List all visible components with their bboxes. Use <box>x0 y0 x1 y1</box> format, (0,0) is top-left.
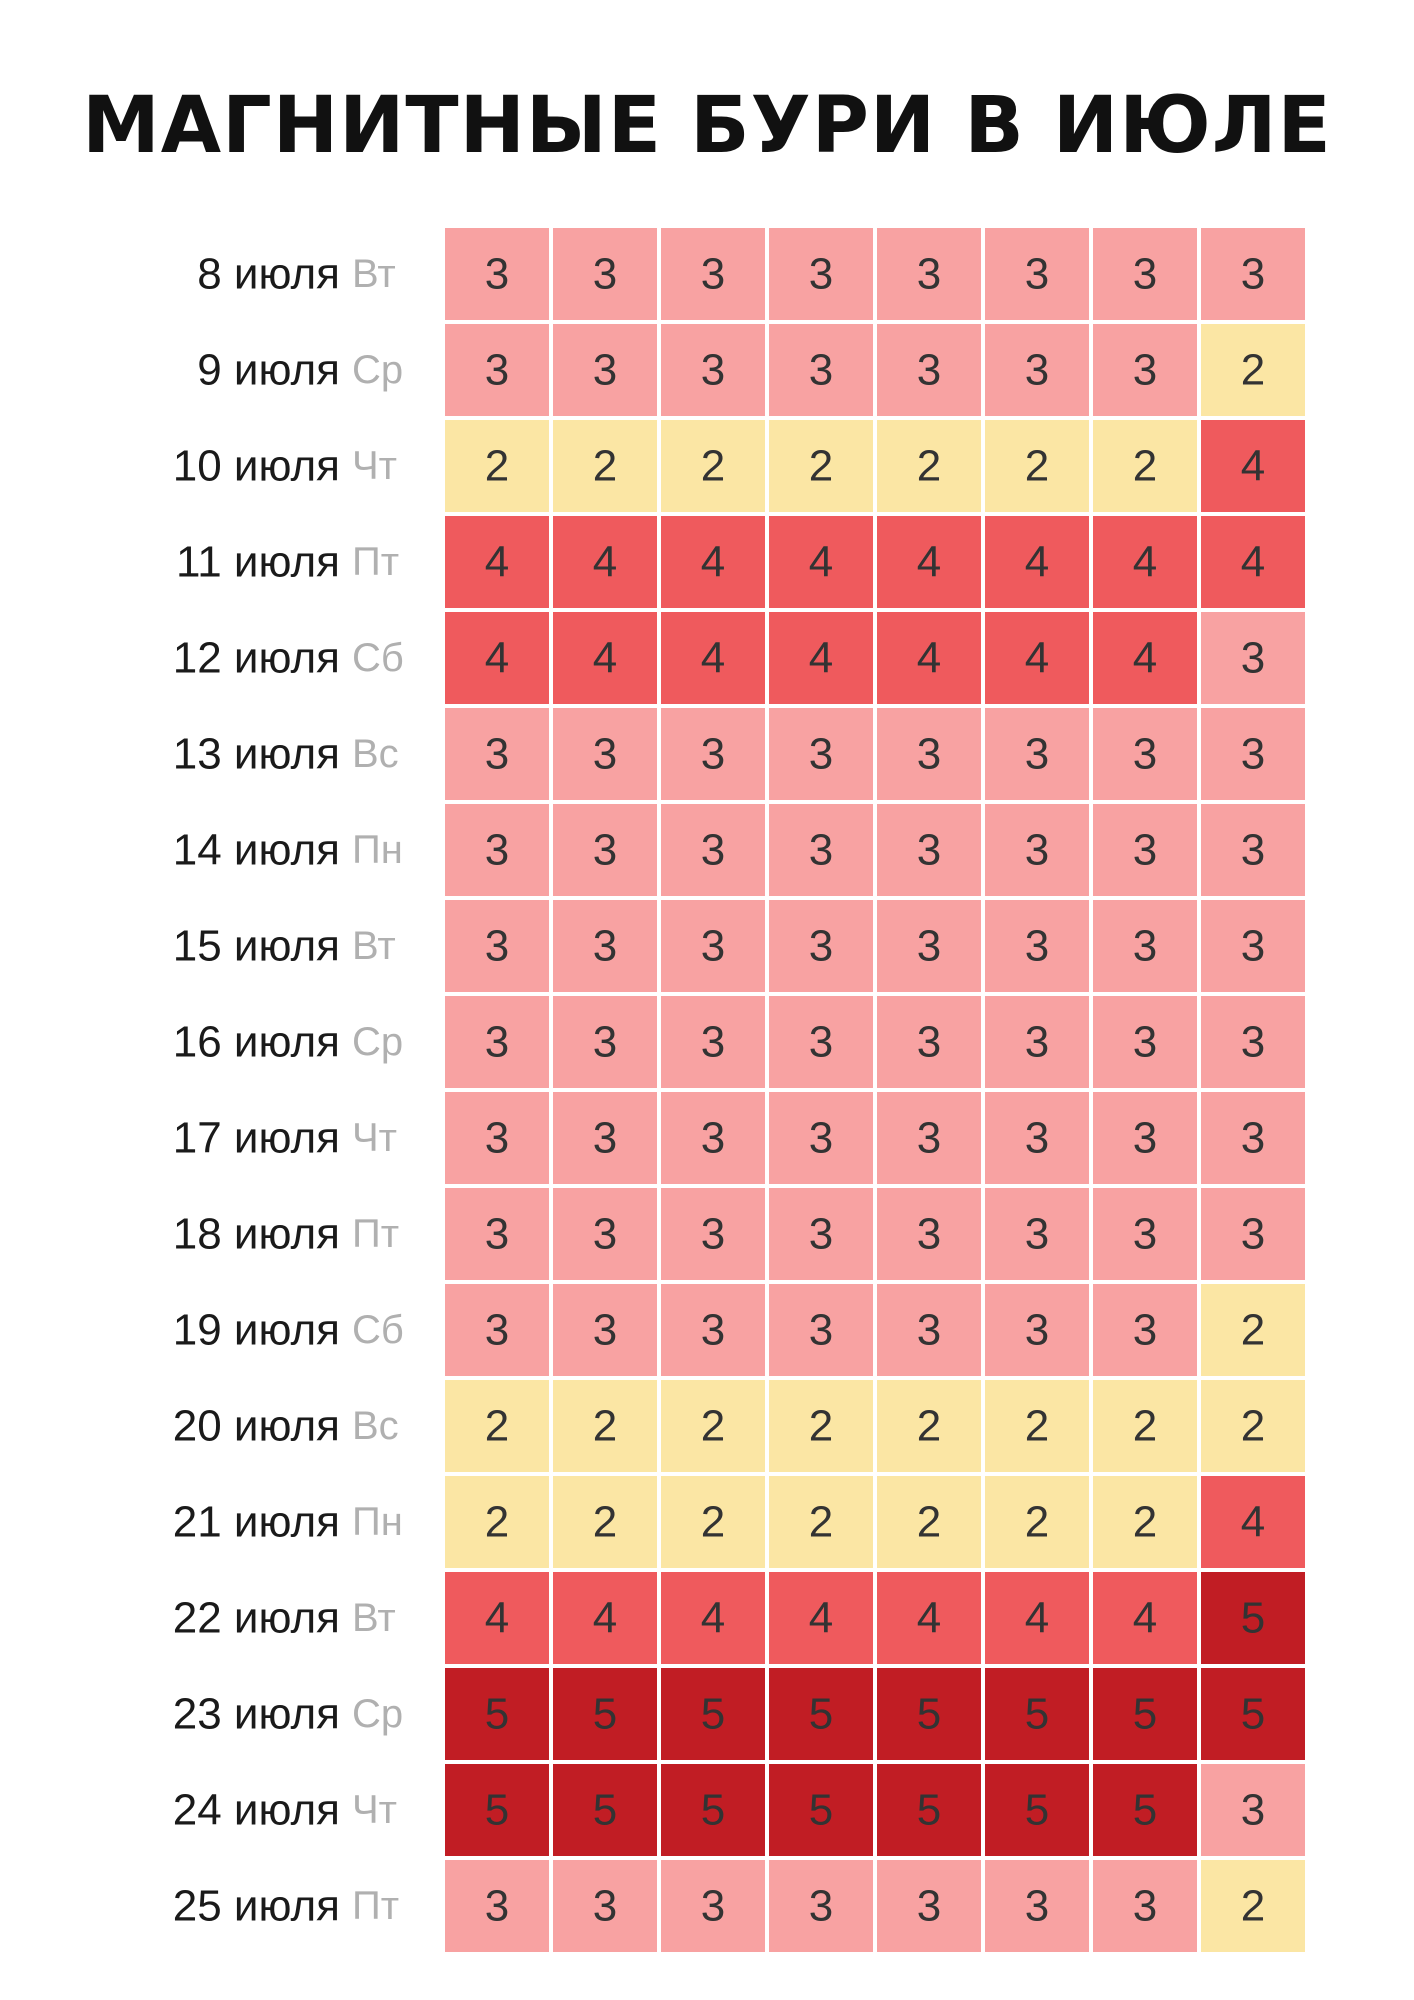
cell-value-label: 3 <box>1132 921 1158 971</box>
row-date-label: 12 июля <box>172 633 340 683</box>
cell-value-label: 3 <box>700 1881 726 1931</box>
cell-value-label: 3 <box>700 1305 726 1355</box>
cell-value-label: 3 <box>1240 249 1266 299</box>
cell-value-label: 4 <box>592 1593 618 1643</box>
row-date-label: 8 июля <box>197 249 340 299</box>
cell-value-label: 3 <box>1024 921 1050 971</box>
table-row <box>173 1572 1305 1664</box>
cell-value-label: 3 <box>484 1113 510 1163</box>
cell-value-label: 2 <box>1132 1401 1158 1451</box>
cell-value-label: 3 <box>1024 1017 1050 1067</box>
cell-value-label: 2 <box>916 1497 942 1547</box>
table-row <box>173 708 1305 800</box>
cell-value-label: 3 <box>1240 1785 1266 1835</box>
cell-value-label: 4 <box>1024 1593 1050 1643</box>
cell-value-label: 3 <box>808 825 834 875</box>
row-weekday-label: Вт <box>352 252 396 296</box>
cell-value-label: 5 <box>592 1689 618 1739</box>
row-date-label: 9 июля <box>197 345 340 395</box>
row-weekday-label: Вт <box>352 924 396 968</box>
row-weekday-label: Пт <box>352 540 400 584</box>
cell-value-label: 5 <box>916 1689 942 1739</box>
table-row <box>173 1380 1305 1472</box>
row-date-label: 18 июля <box>172 1209 340 1259</box>
cell-value-label: 2 <box>1024 441 1050 491</box>
cell-value-label: 3 <box>1132 1305 1158 1355</box>
cell-value-label: 4 <box>1240 441 1266 491</box>
cell-value-label: 3 <box>1024 1113 1050 1163</box>
cell-value-label: 3 <box>916 249 942 299</box>
row-date-label: 20 июля <box>172 1401 340 1451</box>
cell-value-label: 3 <box>1132 345 1158 395</box>
table-row <box>173 804 1305 896</box>
cell-value-label: 2 <box>1240 1305 1266 1355</box>
cell-value-label: 3 <box>592 249 618 299</box>
cell-value-label: 3 <box>592 345 618 395</box>
cell-value-label: 3 <box>1132 1017 1158 1067</box>
cell-value-label: 3 <box>808 1017 834 1067</box>
row-date-label: 19 июля <box>172 1305 340 1355</box>
table-row <box>173 612 1305 704</box>
cell-value-label: 4 <box>484 537 510 587</box>
cell-value-label: 3 <box>1024 345 1050 395</box>
row-date-label: 24 июля <box>172 1785 340 1835</box>
cell-value-label: 4 <box>1132 633 1158 683</box>
table-row <box>173 1668 1305 1760</box>
cell-value-label: 3 <box>808 921 834 971</box>
row-weekday-label: Вс <box>352 1404 399 1448</box>
cell-value-label: 3 <box>592 1017 618 1067</box>
cell-value-label: 4 <box>916 1593 942 1643</box>
table-row <box>173 420 1305 512</box>
cell-value-label: 5 <box>1132 1785 1158 1835</box>
row-weekday-label: Пт <box>352 1212 400 1256</box>
cell-value-label: 3 <box>700 345 726 395</box>
row-weekday-label: Пт <box>352 1884 400 1928</box>
cell-value-label: 2 <box>808 1401 834 1451</box>
table-row <box>176 516 1305 608</box>
cell-value-label: 3 <box>1132 1209 1158 1259</box>
row-date-label: 21 июля <box>172 1497 340 1547</box>
row-date-label: 23 июля <box>172 1689 340 1739</box>
cell-value-label: 2 <box>808 1497 834 1547</box>
cell-value-label: 3 <box>592 825 618 875</box>
cell-value-label: 2 <box>484 441 510 491</box>
row-date-label: 25 июля <box>172 1881 340 1931</box>
cell-value-label: 4 <box>484 633 510 683</box>
cell-value-label: 3 <box>700 249 726 299</box>
cell-value-label: 3 <box>1024 825 1050 875</box>
table-row <box>173 1860 1305 1952</box>
cell-value-label: 3 <box>1240 729 1266 779</box>
cell-value-label: 3 <box>1024 249 1050 299</box>
row-weekday-label: Чт <box>352 1788 397 1832</box>
cell-value-label: 3 <box>1024 1881 1050 1931</box>
cell-value-label: 5 <box>1024 1785 1050 1835</box>
cell-value-label: 3 <box>1132 1113 1158 1163</box>
page-title: МАГНИТНЫЕ БУРИ В ИЮЛЕ <box>82 81 1332 171</box>
table-row <box>197 324 1305 416</box>
cell-value-label: 4 <box>808 537 834 587</box>
cell-value-label: 3 <box>808 1113 834 1163</box>
cell-value-label: 2 <box>592 1497 618 1547</box>
cell-value-label: 3 <box>484 729 510 779</box>
cell-value-label: 3 <box>1240 921 1266 971</box>
cell-value-label: 3 <box>484 1209 510 1259</box>
table-row <box>173 1188 1305 1280</box>
cell-value-label: 3 <box>916 825 942 875</box>
table-row <box>197 228 1305 320</box>
cell-value-label: 2 <box>700 441 726 491</box>
cell-value-label: 3 <box>916 1209 942 1259</box>
cell-value-label: 3 <box>1132 249 1158 299</box>
cell-value-label: 3 <box>484 1017 510 1067</box>
table-row <box>173 1764 1305 1856</box>
cell-value-label: 2 <box>592 1401 618 1451</box>
row-weekday-label: Ср <box>352 1020 404 1064</box>
cell-value-label: 3 <box>700 1209 726 1259</box>
cell-value-label: 2 <box>1240 345 1266 395</box>
cell-value-label: 3 <box>484 921 510 971</box>
cell-value-label: 3 <box>700 921 726 971</box>
cell-value-label: 5 <box>1024 1689 1050 1739</box>
cell-value-label: 5 <box>700 1689 726 1739</box>
cell-value-label: 3 <box>1240 1113 1266 1163</box>
cell-value-label: 5 <box>808 1785 834 1835</box>
cell-value-label: 2 <box>916 1401 942 1451</box>
cell-value-label: 3 <box>592 1113 618 1163</box>
cell-value-label: 2 <box>484 1497 510 1547</box>
cell-value-label: 3 <box>1024 729 1050 779</box>
cell-value-label: 4 <box>700 537 726 587</box>
cell-value-label: 4 <box>916 537 942 587</box>
cell-value-label: 3 <box>1240 825 1266 875</box>
cell-value-label: 2 <box>808 441 834 491</box>
cell-value-label: 3 <box>592 1305 618 1355</box>
cell-value-label: 3 <box>1132 1881 1158 1931</box>
cell-value-label: 3 <box>592 1209 618 1259</box>
cell-value-label: 4 <box>808 633 834 683</box>
cell-value-label: 3 <box>484 1305 510 1355</box>
table-row <box>173 900 1305 992</box>
cell-value-label: 5 <box>484 1689 510 1739</box>
cell-value-label: 5 <box>1240 1689 1266 1739</box>
row-date-label: 14 июля <box>172 825 340 875</box>
cell-value-label: 3 <box>916 921 942 971</box>
cell-value-label: 3 <box>808 1881 834 1931</box>
cell-value-label: 3 <box>808 1209 834 1259</box>
cell-value-label: 3 <box>1132 825 1158 875</box>
cell-value-label: 3 <box>808 1305 834 1355</box>
cell-value-label: 3 <box>916 1017 942 1067</box>
cell-value-label: 2 <box>700 1401 726 1451</box>
cell-value-label: 3 <box>1240 1017 1266 1067</box>
cell-value-label: 3 <box>700 825 726 875</box>
cell-value-label: 5 <box>592 1785 618 1835</box>
cell-value-label: 3 <box>700 1017 726 1067</box>
cell-value-label: 3 <box>484 345 510 395</box>
cell-value-label: 4 <box>1240 1497 1266 1547</box>
cell-value-label: 3 <box>808 729 834 779</box>
cell-value-label: 2 <box>1024 1497 1050 1547</box>
cell-value-label: 3 <box>916 1881 942 1931</box>
cell-value-label: 5 <box>1240 1593 1266 1643</box>
row-date-label: 22 июля <box>172 1593 340 1643</box>
cell-value-label: 3 <box>592 1881 618 1931</box>
cell-value-label: 4 <box>1132 1593 1158 1643</box>
cell-value-label: 5 <box>916 1785 942 1835</box>
cell-value-label: 3 <box>700 729 726 779</box>
row-weekday-label: Сб <box>352 1308 404 1352</box>
cell-value-label: 2 <box>1240 1881 1266 1931</box>
cell-value-label: 3 <box>484 249 510 299</box>
row-weekday-label: Ср <box>352 348 404 392</box>
row-weekday-label: Сб <box>352 636 404 680</box>
cell-value-label: 4 <box>916 633 942 683</box>
cell-value-label: 2 <box>484 1401 510 1451</box>
table-row <box>173 1476 1305 1568</box>
row-weekday-label: Ср <box>352 1692 404 1736</box>
cell-value-label: 3 <box>592 729 618 779</box>
cell-value-label: 4 <box>1240 537 1266 587</box>
cell-value-label: 2 <box>1132 1497 1158 1547</box>
cell-value-label: 4 <box>700 1593 726 1643</box>
cell-value-label: 4 <box>592 633 618 683</box>
row-date-label: 10 июля <box>172 441 340 491</box>
row-weekday-label: Пн <box>352 1500 403 1544</box>
cell-value-label: 5 <box>1132 1689 1158 1739</box>
cell-value-label: 4 <box>1024 537 1050 587</box>
row-weekday-label: Вс <box>352 732 399 776</box>
cell-value-label: 3 <box>916 1113 942 1163</box>
table-row <box>173 1284 1305 1376</box>
cell-value-label: 4 <box>1132 537 1158 587</box>
row-date-label: 13 июля <box>172 729 340 779</box>
cell-value-label: 3 <box>808 249 834 299</box>
cell-value-label: 3 <box>1024 1305 1050 1355</box>
row-date-label: 16 июля <box>172 1017 340 1067</box>
cell-value-label: 3 <box>700 1113 726 1163</box>
cell-value-label: 2 <box>1240 1401 1266 1451</box>
row-date-label: 15 июля <box>172 921 340 971</box>
cell-value-label: 3 <box>916 1305 942 1355</box>
cell-value-label: 3 <box>484 1881 510 1931</box>
cell-value-label: 3 <box>808 345 834 395</box>
table-row <box>173 996 1305 1088</box>
cell-value-label: 2 <box>1132 441 1158 491</box>
cell-value-label: 5 <box>484 1785 510 1835</box>
cell-value-label: 2 <box>592 441 618 491</box>
cell-value-label: 3 <box>1240 1209 1266 1259</box>
row-date-label: 11 июля <box>175 537 340 587</box>
row-weekday-label: Вт <box>352 1596 396 1640</box>
cell-value-label: 3 <box>916 729 942 779</box>
row-weekday-label: Чт <box>352 1116 397 1160</box>
cell-value-label: 2 <box>700 1497 726 1547</box>
table-row <box>173 1092 1305 1184</box>
cell-value-label: 3 <box>1024 1209 1050 1259</box>
cell-value-label: 3 <box>1132 729 1158 779</box>
cell-value-label: 3 <box>1240 633 1266 683</box>
cell-value-label: 3 <box>484 825 510 875</box>
cell-value-label: 4 <box>484 1593 510 1643</box>
cell-value-label: 5 <box>700 1785 726 1835</box>
cell-value-label: 2 <box>1024 1401 1050 1451</box>
cell-value-label: 3 <box>592 921 618 971</box>
cell-value-label: 2 <box>916 441 942 491</box>
cell-value-label: 4 <box>592 537 618 587</box>
row-weekday-label: Пн <box>352 828 403 872</box>
cell-value-label: 4 <box>1024 633 1050 683</box>
cell-value-label: 5 <box>808 1689 834 1739</box>
cell-value-label: 3 <box>916 345 942 395</box>
cell-value-label: 4 <box>808 1593 834 1643</box>
cell-value-label: 4 <box>700 633 726 683</box>
row-weekday-label: Чт <box>352 444 397 488</box>
row-date-label: 17 июля <box>172 1113 340 1163</box>
